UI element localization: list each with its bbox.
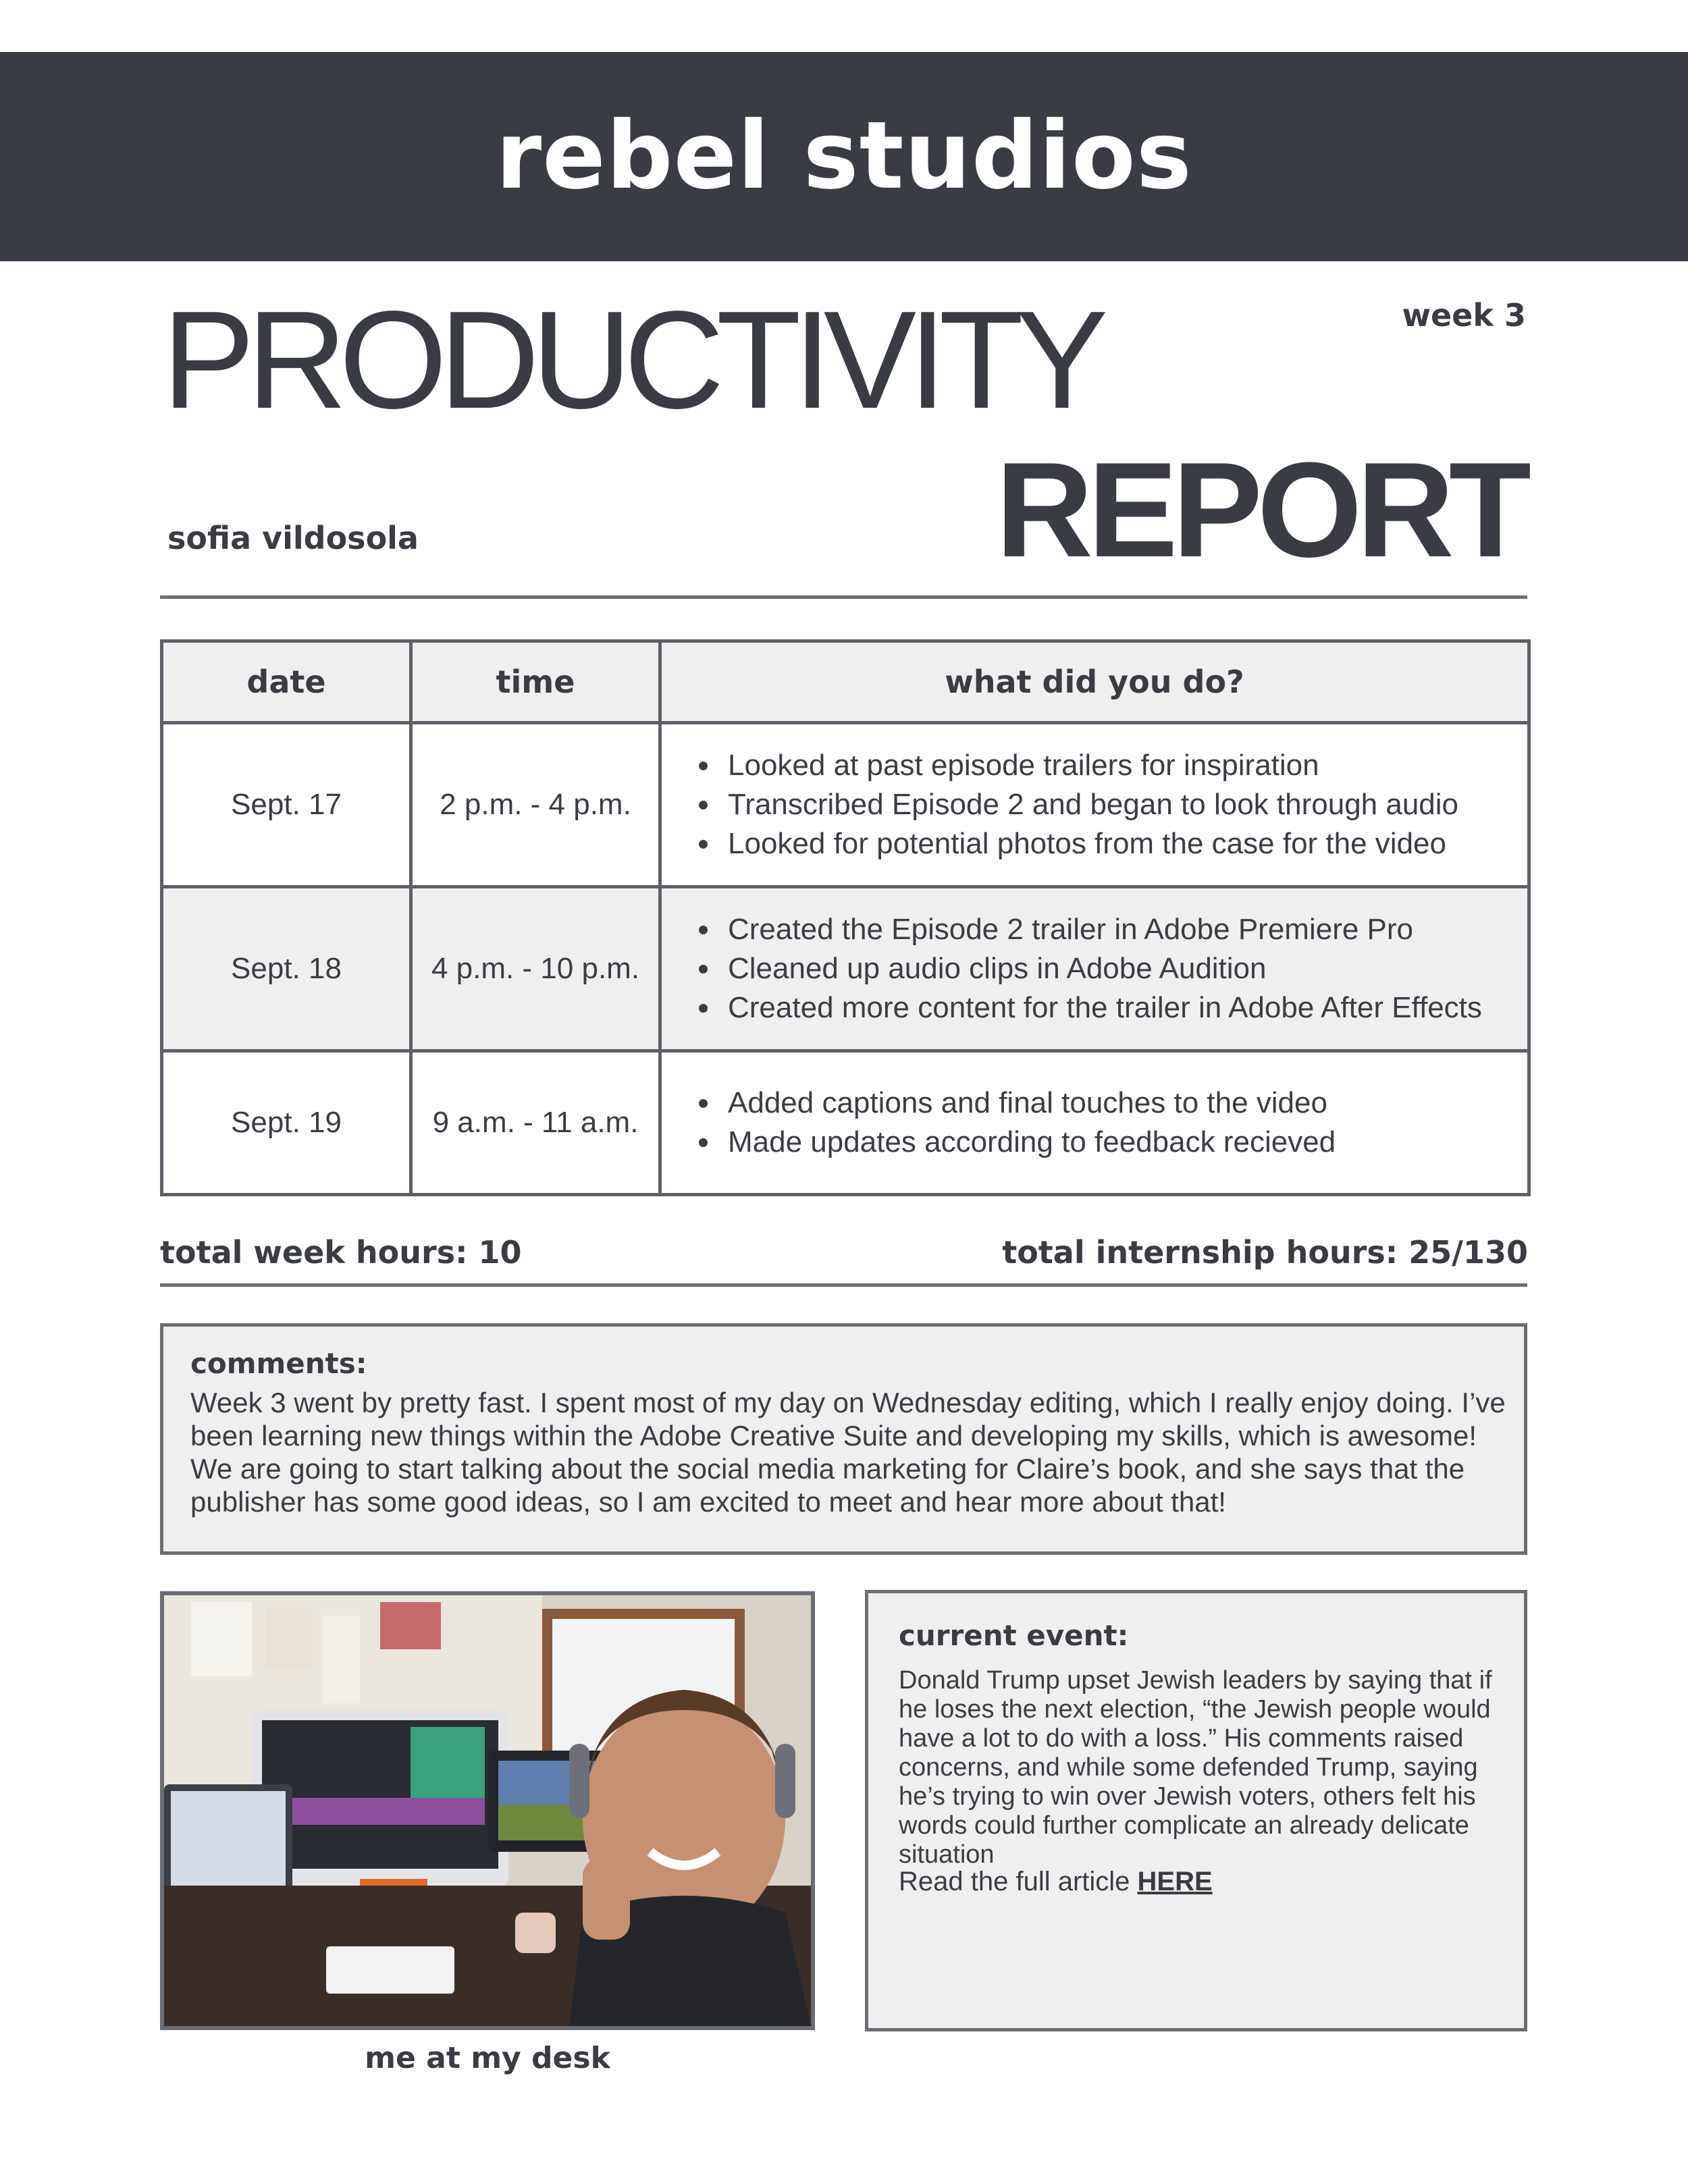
table-row [162, 1051, 1529, 1195]
column-header-time: time [411, 641, 660, 723]
current-event-text: Donald Trump upset Jewish leaders by saying that if he loses the next election, “the Jewish people would have a lot to do with a loss.” His comments raised concerns, and while some defended Trump, saying he’s trying to win over Jewish voters, others felt his words could further complicate an already delicate situation [899, 1666, 1492, 1869]
task-item: • Created the Episode 2 trailer in Adobe Premiere Pro [721, 910, 1527, 949]
row-tasks [660, 723, 1529, 887]
row-time: 4 p.m. - 10 p.m. [411, 887, 660, 1051]
divider-top [160, 595, 1527, 599]
comments-box [160, 1323, 1527, 1555]
row-date: Sept. 18 [162, 887, 411, 1051]
table-header-row [162, 641, 1529, 723]
task-item: • Looked at past episode trailers for inspiration [721, 746, 1527, 785]
task-item: • Made updates according to feedback recieved [721, 1123, 1527, 1162]
desk-photo [160, 1591, 815, 2030]
total-internship-hours: total internship hours: 25/130 [1002, 1234, 1528, 1271]
read-article-line [899, 1867, 1213, 1897]
photo-caption: me at my desk [365, 2041, 610, 2075]
task-item: • Added captions and final touches to the video [721, 1084, 1527, 1123]
task-item: • Cleaned up audio clips in Adobe Audition [721, 949, 1527, 988]
table-row [162, 887, 1529, 1051]
row-time: 9 a.m. - 11 a.m. [411, 1051, 660, 1195]
activity-table [160, 639, 1531, 1196]
current-event-box [865, 1590, 1527, 2031]
report-title-line1: PRODUCTIVITY [162, 282, 1101, 437]
brand-title: rebel studios [496, 101, 1192, 210]
read-article-prefix: Read the full article [899, 1867, 1138, 1896]
task-item: • Created more content for the trailer in Adobe After Effects [721, 988, 1527, 1028]
divider-middle [160, 1283, 1527, 1287]
row-time: 2 p.m. - 4 p.m. [411, 723, 660, 887]
report-title-line2: REPORT [995, 435, 1526, 585]
week-label: week 3 [1402, 297, 1526, 334]
task-item: • Looked for potential photos from the case for the video [721, 824, 1527, 863]
current-event-heading: current event: [899, 1619, 1129, 1652]
row-date: Sept. 19 [162, 1051, 411, 1195]
column-header-date: date [162, 641, 411, 723]
row-date: Sept. 17 [162, 723, 411, 887]
desk-photo-illustration [164, 1595, 811, 2026]
author-name: sofia vildosola [167, 520, 419, 556]
header-banner [0, 52, 1688, 261]
row-tasks [660, 887, 1529, 1051]
comments-text: Week 3 went by pretty fast. I spent most of my day on Wednesday editing, which I really enjoy doing. I’ve been learning new things within the Adobe Creative Suite and developing my skills, which is awesome! We are going to start talking about the social media marketing for Claire’s book, and she says that the publisher has some good ideas, so I am excited to meet and hear more about that! [190, 1387, 1506, 1518]
comments-heading: comments: [190, 1347, 367, 1380]
column-header-tasks: what did you do? [660, 641, 1529, 723]
task-item: • Transcribed Episode 2 and began to look through audio [721, 785, 1527, 824]
row-tasks [660, 1051, 1529, 1195]
table-row [162, 723, 1529, 887]
article-link[interactable]: HERE [1137, 1867, 1213, 1896]
total-week-hours: total week hours: 10 [160, 1234, 522, 1271]
